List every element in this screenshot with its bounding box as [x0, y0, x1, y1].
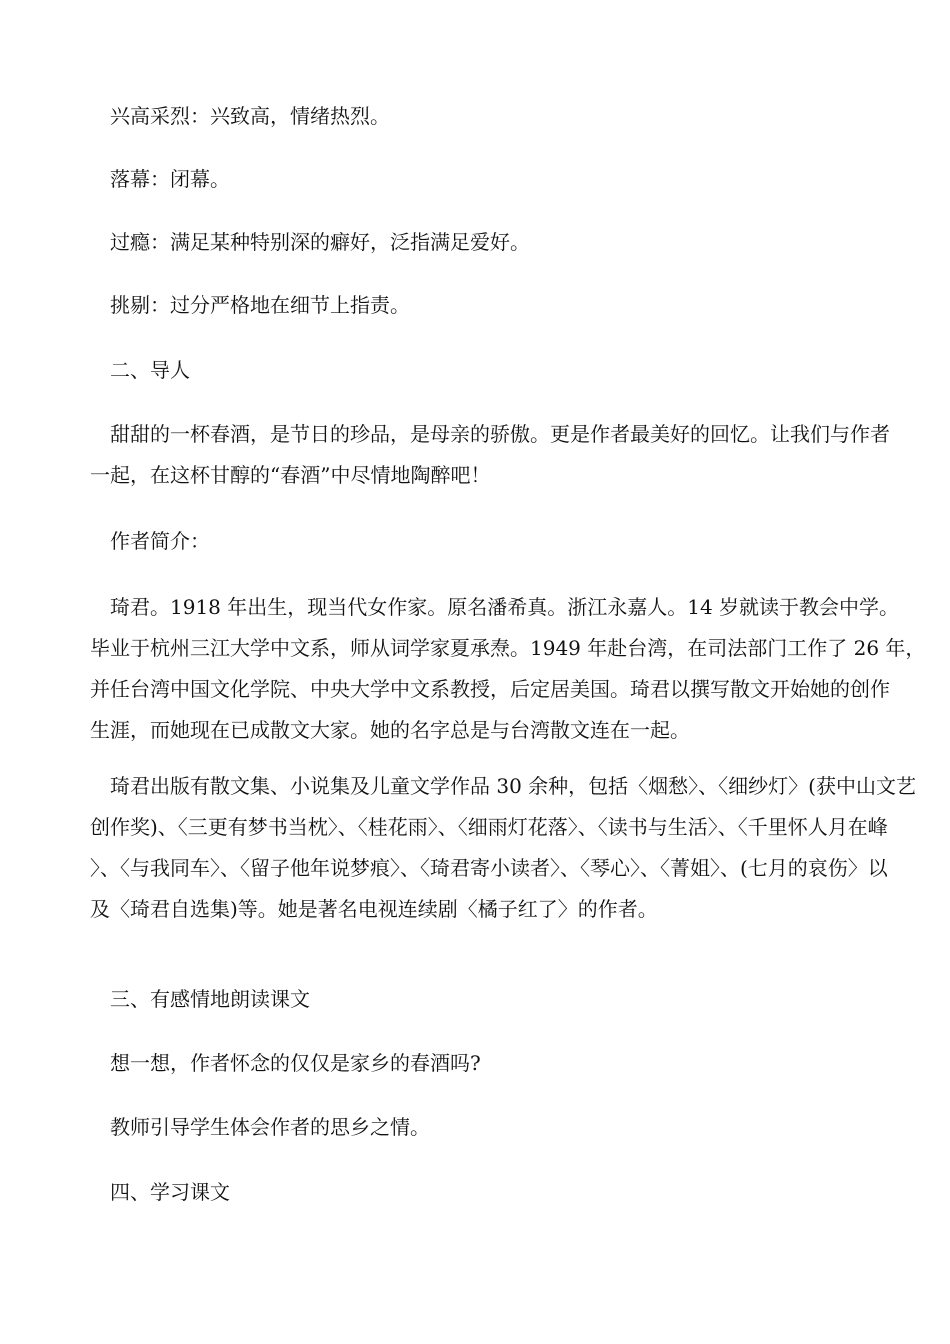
section-heading: 二、导人	[110, 358, 190, 382]
text-line: 一起，在这杯甘醇的“春酒”中尽情地陶醉吧！	[90, 463, 491, 487]
question-paragraph	[90, 1043, 870, 1084]
text-line: 兴高采烈：兴致高，情绪热烈。	[110, 104, 390, 128]
intro-paragraph	[90, 414, 890, 496]
text-line: 想一想，作者怀念的仅仅是家乡的春酒吗?	[110, 1051, 481, 1075]
text-line: 毕业于杭州三江大学中文系，师从词学家夏承焘。1949 年赴台湾，在司法部门工作了 26 年，	[90, 636, 926, 660]
text-line: 琦君。1918 年出生，现当代女作家。原名潘希真。浙江永嘉人。14 岁就读于教会中学。	[110, 595, 900, 619]
text-line: 及〈琦君自选集)等。她是著名电视连续剧〈橘子红了〉的作者。	[90, 897, 658, 921]
text-line: 创作奖)、〈三更有梦书当枕〉、〈桂花雨〉、〈细雨灯花落〉、〈读书与生活〉、〈千里怀人月在峰	[90, 815, 888, 839]
teacher-guidance-paragraph	[90, 1107, 870, 1148]
definition-xinggaocailie	[90, 96, 870, 137]
section-heading-reading	[90, 979, 870, 1020]
text-line: 挑剔：过分严格地在细节上指责。	[110, 293, 410, 317]
text-line: 〉、〈与我同车〉、〈留子他年说梦痕〉、〈琦君寄小读者〉、〈琴心〉、〈菁姐〉、(七月的哀伤〉以	[90, 856, 888, 880]
text-line: 过瘾：满足某种特别深的癖好，泛指满足爱好。	[110, 230, 530, 254]
text-line: 作者简介：	[110, 529, 210, 553]
definition-guoyin	[90, 222, 870, 263]
definition-luomu	[90, 159, 870, 200]
section-heading-study	[90, 1172, 870, 1213]
author-works-paragraph	[90, 766, 916, 930]
text-line: 生涯，而她现在已成散文大家。她的名字总是与台湾散文连在一起。	[90, 718, 690, 742]
definition-tiaoti	[90, 285, 870, 326]
text-line: 教师引导学生体会作者的思乡之情。	[110, 1115, 430, 1139]
text-line: 落幕：闭幕。	[110, 167, 230, 191]
text-line: 琦君出版有散文集、小说集及儿童文学作品 30 余种，包括〈烟愁〉、〈细纱灯〉(获中山文艺	[110, 774, 916, 798]
text-line: 甜甜的一杯春酒，是节日的珍品，是母亲的骄傲。更是作者最美好的回忆。让我们与作者	[110, 422, 890, 446]
section-heading: 三、有感情地朗读课文	[110, 987, 310, 1011]
author-bio-paragraph	[90, 587, 926, 751]
text-line: 并任台湾中国文化学院、中央大学中文系教授，后定居美国。琦君以撰写散文开始她的创作	[90, 677, 890, 701]
section-heading-daoren	[90, 350, 870, 391]
section-heading: 四、学习课文	[110, 1180, 230, 1204]
author-intro-heading	[90, 521, 870, 562]
